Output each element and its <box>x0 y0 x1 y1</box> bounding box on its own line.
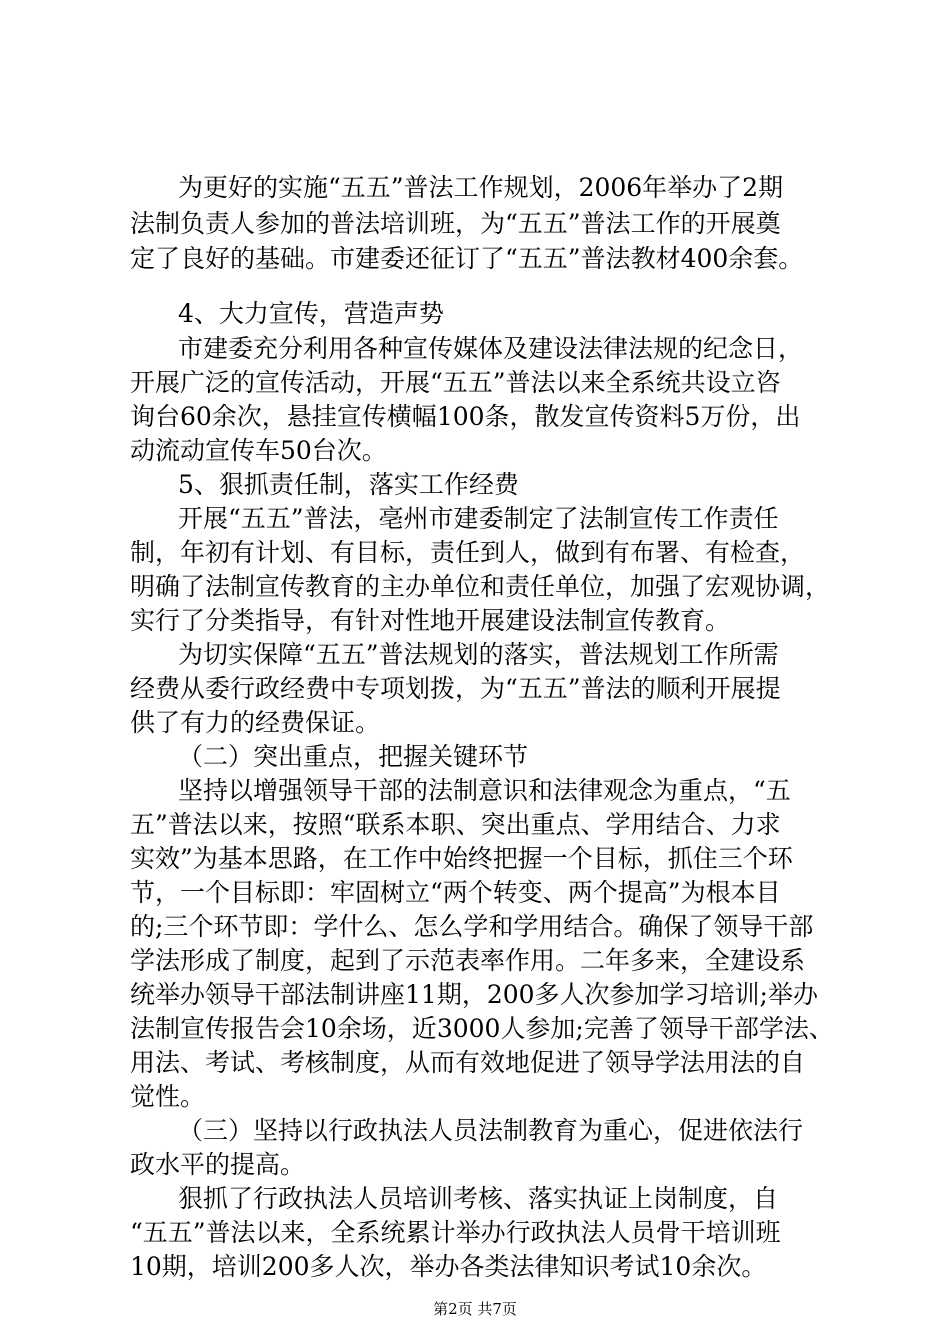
text-line: 开展“五五”普法，亳州市建委制定了法制宣传工作责任 <box>178 504 779 533</box>
text-line: 市建委充分利用各种宣传媒体及建设法律法规的纪念日， <box>178 334 804 363</box>
section-heading: 4、大力宣传，营造声势 <box>178 299 444 328</box>
text-line: “五五”普法以来，全系统累计举办行政执法人员骨干培训班 <box>130 1218 781 1247</box>
text-line: 坚持以增强领导干部的法制意识和法律观念为重点，“五 <box>178 776 791 805</box>
text-line: 为更好的实施“五五”普法工作规划，2006年举办了2期 <box>178 173 784 202</box>
section-heading: （三）坚持以行政执法人员法制教育为重心，促进依法行 <box>178 1116 804 1145</box>
text-line: 经费从委行政经费中专项划拨，为“五五”普法的顺利开展提 <box>130 674 781 703</box>
text-line: 制，年初有计划、有目标，责任到人，做到有布署、有检查， <box>130 538 806 567</box>
text-line: 实效”为基本思路，在工作中始终把握一个目标，抓住三个环 <box>130 844 793 873</box>
text-line: 法制负责人参加的普法培训班，为“五五”普法工作的开展奠 <box>130 209 781 238</box>
text-line: 动流动宣传车50台次。 <box>130 436 387 465</box>
section-heading: （二）突出重点，把握关键环节 <box>178 742 529 771</box>
page-number-footer: 第2页 共7页 <box>433 1300 517 1318</box>
text-line: 的;三个环节即：学什么、怎么学和学用结合。确保了领导干部 <box>130 912 814 941</box>
text-line: 法制宣传报告会10余场，近3000人参加;完善了领导干部学法、 <box>130 1014 834 1043</box>
text-line: 学法形成了制度，起到了示范表率作用。二年多来，全建设系 <box>130 946 806 975</box>
text-line: 政水平的提高。 <box>130 1150 306 1179</box>
text-line: 询台60余次，悬挂宣传横幅100条，散发宣传资料5万份，出 <box>130 402 801 431</box>
text-line: 明确了法制宣传教育的主办单位和责任单位，加强了宏观协调， <box>130 572 831 601</box>
section-heading: 5、狠抓责任制，落实工作经费 <box>178 470 519 499</box>
text-line: 为切实保障“五五”普法规划的落实，普法规划工作所需 <box>178 640 779 669</box>
text-line: 用法、考试、考核制度，从而有效地促进了领导学法用法的自 <box>130 1048 806 1077</box>
text-line: 节，一个目标即：牢固树立“两个转变、两个提高”为根本目 <box>130 878 781 907</box>
text-line: 10期，培训200多人次，举办各类法律知识考试10余次。 <box>130 1252 767 1281</box>
text-line: 实行了分类指导，有针对性地开展建设法制宣传教育。 <box>130 606 731 635</box>
text-line: 狠抓了行政执法人员培训考核、落实执证上岗制度，自 <box>178 1184 779 1213</box>
text-line: 五”普法以来，按照“联系本职、突出重点、学用结合、力求 <box>130 810 781 839</box>
text-line: 觉性。 <box>130 1082 206 1111</box>
text-line: 供了有力的经费保证。 <box>130 708 381 737</box>
text-line: 定了良好的基础。市建委还征订了“五五”普法教材400余套。 <box>130 244 804 273</box>
text-line: 统举办领导干部法制讲座11期，200多人次参加学习培训;举办 <box>130 980 818 1009</box>
text-line: 开展广泛的宣传活动，开展“五五”普法以来全系统共设立咨 <box>130 368 781 397</box>
